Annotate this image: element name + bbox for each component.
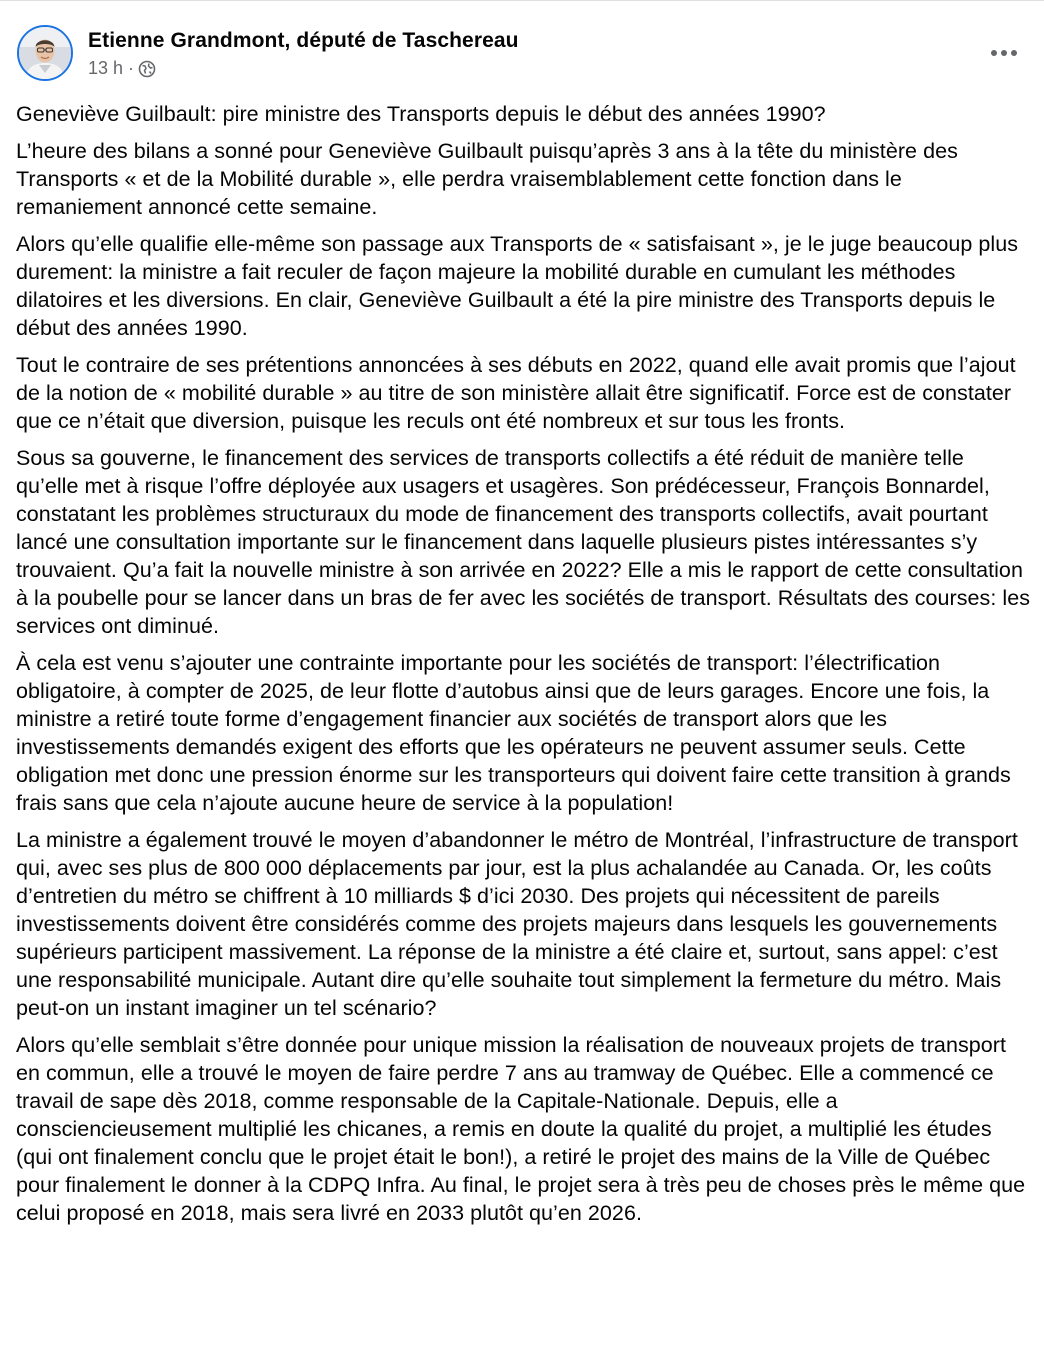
globe-icon[interactable] (138, 60, 156, 78)
author-avatar[interactable] (17, 25, 73, 81)
post-paragraph: Alors qu’elle semblait s’être donnée pour unique mission la réalisation de nouveaux projets de transport en commun, elle a trouvé le moyen de faire perdre 7 ans au tramway de Québec. Elle a commencé ce travail de sape dès 2018, comme responsable de la Capitale-Nationale. Depuis, elle a consciencieusement multiplié les chicanes, a remis en doute la qualité du projet, a multiplié les études (qui ont finalement conclu que le projet était le bon!), a retiré le projet des mains de la Ville de Québec pour finalement le donner à la CDPQ Infra. Au final, le projet sera à très peu de choses près le même que celui proposé en 2018, mais sera livré en 2033 plutôt qu’en 2026. (16, 1033, 1026, 1225)
author-name[interactable]: Etienne Grandmont, député de Taschereau (88, 29, 519, 52)
post-body (16, 100, 1032, 1236)
post-paragraph: La ministre a également trouvé le moyen d’abandonner le métro de Montréal, l’infrastructure de transport qui, avec ses plus de 800 000 déplacements par jour, est la plus achalandée au Canada. Or, les coûts d’entretien du métro se chiffrent à 10 milliards $ d’ici 2030. Des projets qui nécessitent de pareils investissements doivent être considérés comme des projets majeurs dans lesquels les gouvernements supérieurs participent massivement. La réponse de la ministre a été claire et, surtout, sans appel: c’est une responsabilité municipale. Autant dire qu’elle souhaite tout simplement la fermeture du métro. Mais peut-on un instant imaginer un tel scénario? (16, 828, 1018, 1020)
more-options-icon (990, 49, 1018, 57)
post-paragraph: L’heure des bilans a sonné pour Geneviève Guilbault puisqu’après 3 ans à la tête du ministère des Transports « et de la Mobilité durable », elle perdra vraisemblablement cette fonction dans le remaniement annoncé cette semaine. (16, 139, 958, 219)
meta-separator: · (128, 58, 135, 78)
post-timestamp[interactable]: 13 h (88, 58, 124, 78)
post-paragraph: Sous sa gouverne, le financement des services de transports collectifs a été réduit de manière telle qu’elle met à risque l’offre déployée aux usagers et usagères. Son prédécesseur, François Bonnardel, constatant les problèmes structuraux du mode de financement des transports collectifs, avait pourtant lancé une consultation importante sur le financement dans laquelle plusieurs pistes intéressantes s’y trouvaient. Qu’a fait la nouvelle ministre à son arrivée en 2022? Elle a mis le rapport de cette consultation à la poubelle pour se lancer dans un bras de fer avec les sociétés de transport. Résultats des courses: les services ont diminué. (16, 446, 1031, 638)
more-options-button[interactable] (984, 35, 1024, 71)
post-paragraph: Alors qu’elle qualifie elle-même son passage aux Transports de « satisfaisant », je le juge beaucoup plus durement: la ministre a fait reculer de façon majeure la mobilité durable en cumulant les méthodes dilatoires et les diversions. En clair, Geneviève Guilbault a été la pire ministre des Transports depuis le début des années 1990. (16, 232, 1019, 340)
post-header (0, 1, 1044, 91)
post-paragraph: À cela est venu s’ajouter une contrainte importante pour les sociétés de transport: l’électrification obligatoire, à compter de 2025, de leur flotte d’autobus ainsi que de leurs garages. Encore une fois, la ministre a retiré toute forme d’engagement financier aux sociétés de transport alors que les investissements demandés exigent des efforts que les opérateurs ne peuvent assumer seuls. Cette obligation met donc une pression énorme sur les transporteurs qui doivent faire cette transition à grands frais sans que cela n’ajoute aucune heure de service à la population! (16, 651, 1011, 815)
post-paragraph: Tout le contraire de ses prétentions annoncées à ses débuts en 2022, quand elle avait promis que l’ajout de la notion de « mobilité durable » au titre de son ministère allait être significatif. Force est de constater que ce n’était que diversion, puisque les reculs ont été nombreux et sur tous les fronts. (16, 353, 1016, 433)
post-paragraph: Geneviève Guilbault: pire ministre des Transports depuis le début des années 1990? (16, 102, 826, 126)
post-meta (88, 58, 156, 79)
avatar-portrait-icon (19, 27, 71, 79)
